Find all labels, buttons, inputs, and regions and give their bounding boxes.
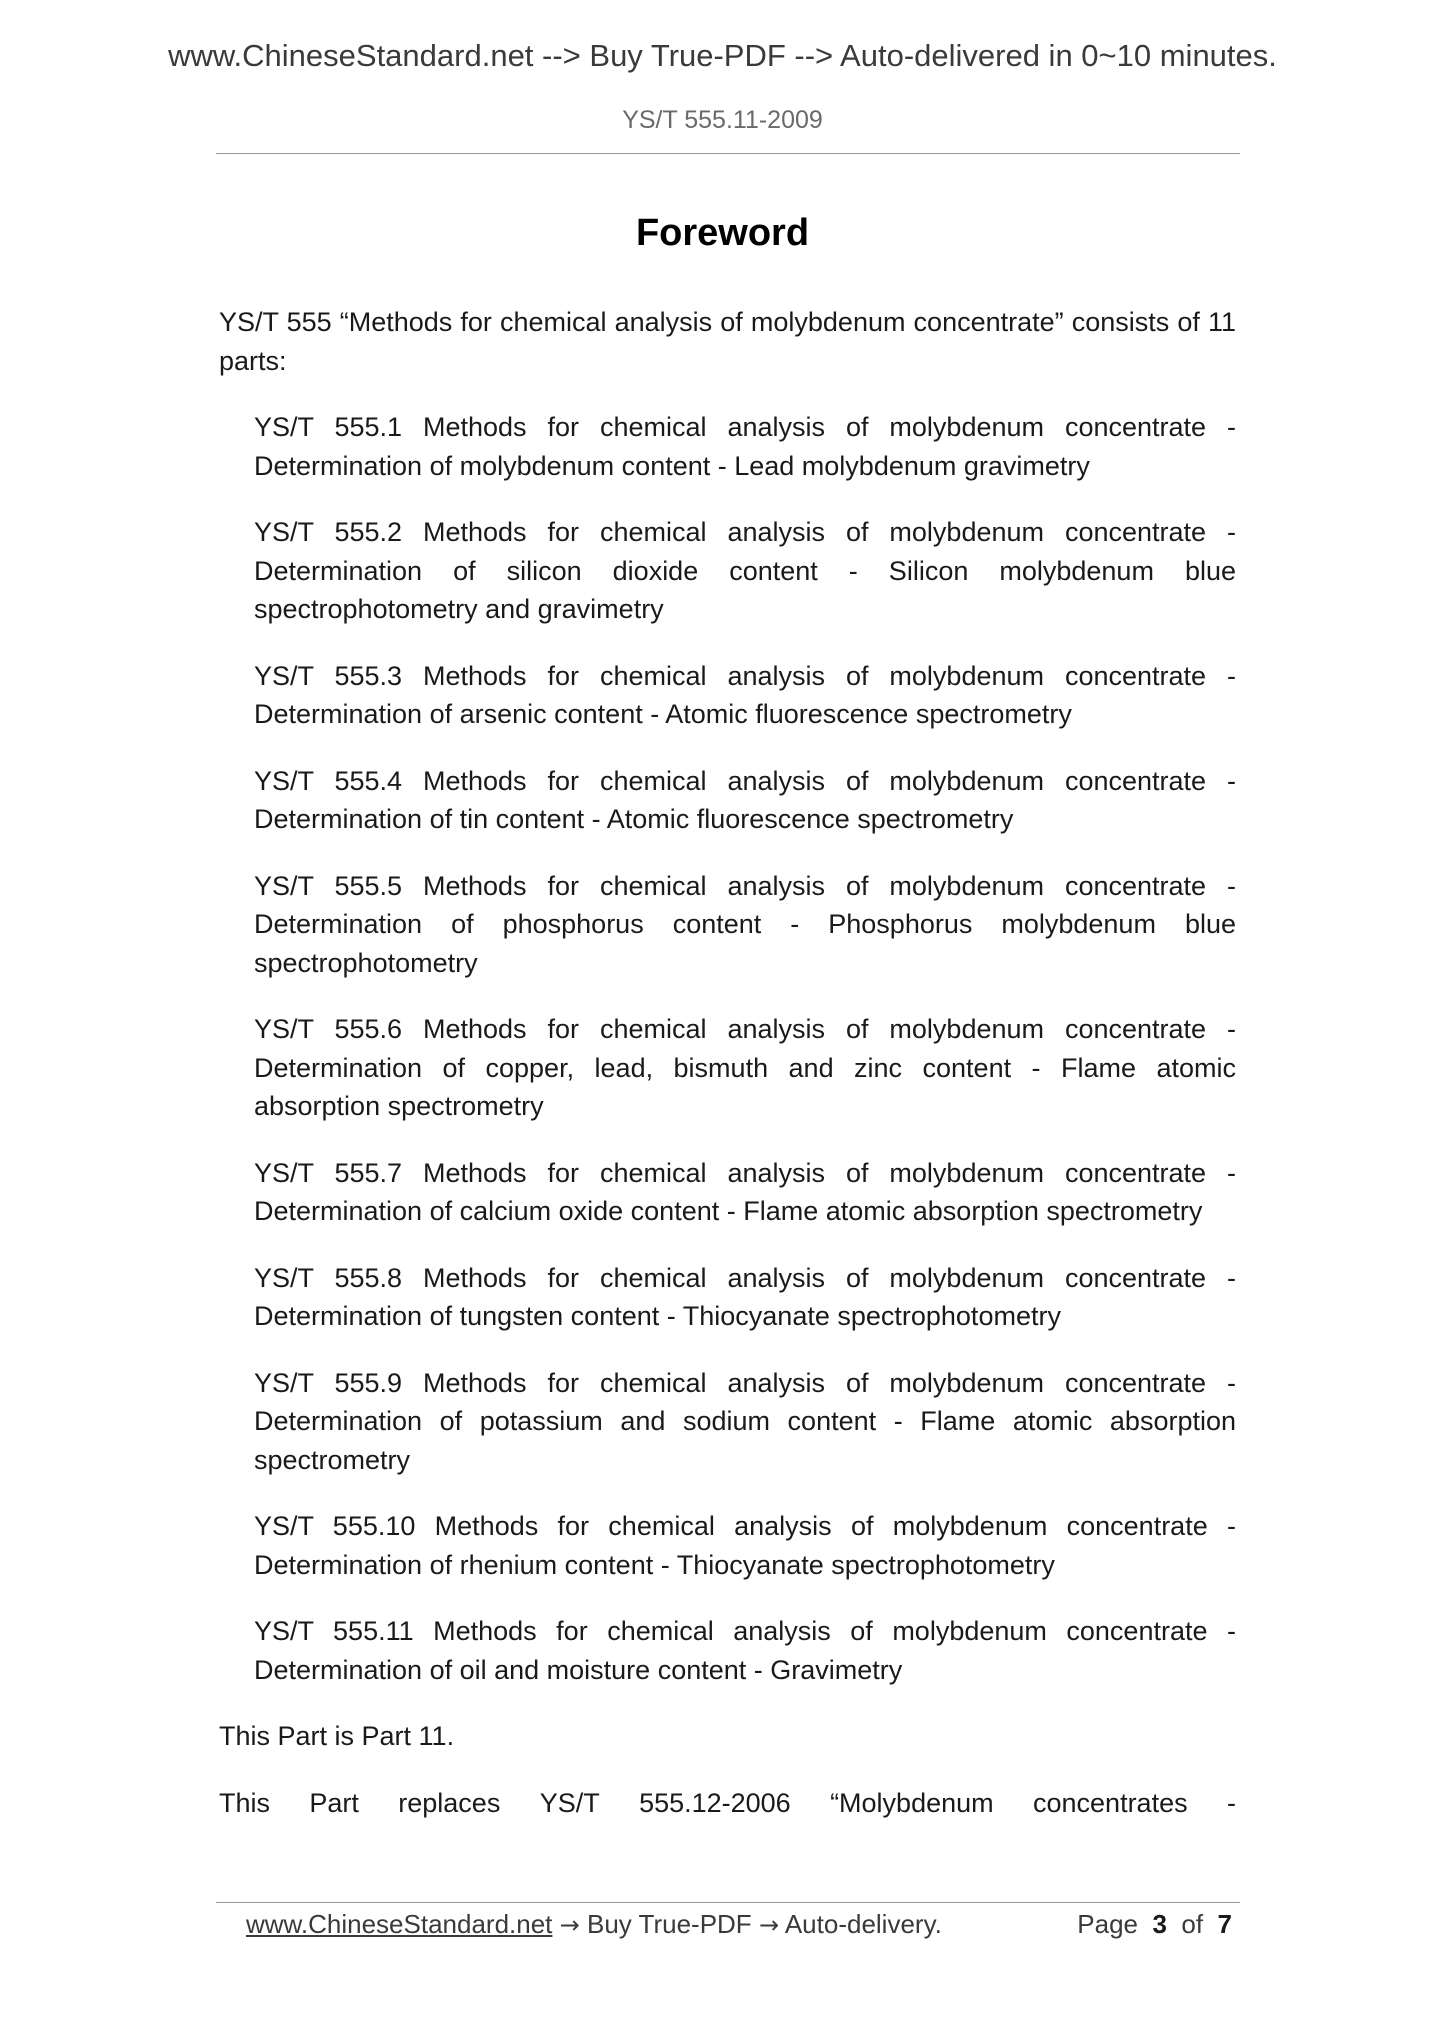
header-divider: [216, 153, 1240, 154]
replaces-word: replaces: [398, 1787, 501, 1818]
page-total: 7: [1217, 1909, 1232, 1939]
replaces-word: “Molybdenum: [830, 1787, 994, 1818]
replaces-word: -: [1226, 1787, 1236, 1818]
list-item: YS/T 555.3 Methods for chemical analysis of molybdenum concentrate - Determination of arsenic content - Atomic fluorescence spectrometry: [254, 660, 1236, 729]
page-label: Page: [1077, 1909, 1139, 1939]
arrow-right-icon: →: [559, 1911, 580, 1939]
list-item: YS/T 555.6 Methods for chemical analysis of molybdenum concentrate - Determination of copper, lead, bismuth and zinc content - Flame atomic absorption spectrometry: [254, 1014, 1236, 1121]
site-banner: www.ChineseStandard.net --> Buy True-PDF --> Auto-delivered in 0~10 minutes.: [168, 38, 1277, 73]
list-item: YS/T 555.10 Methods for chemical analysis of molybdenum concentrate - Determination of rhenium content - Thiocyanate spectrophotometry: [254, 1511, 1236, 1580]
of-label: of: [1181, 1909, 1204, 1939]
footer-left: [246, 1904, 942, 1945]
replaces-word: This: [219, 1787, 271, 1818]
page-indicator: [1077, 1904, 1232, 1944]
list-item: YS/T 555.9 Methods for chemical analysis of molybdenum concentrate - Determination of potassium and sodium content - Flame atomic absorption spectrometry: [254, 1367, 1236, 1475]
page-current: 3: [1152, 1909, 1167, 1939]
list-item: YS/T 555.1 Methods for chemical analysis of molybdenum concentrate - Determination of molybdenum content - Lead molybdenum gravimetry: [254, 412, 1236, 481]
part-statement: This Part is Part 11.: [219, 1721, 455, 1751]
page-title: Foreword: [635, 212, 810, 254]
list-item: YS/T 555.5 Methods for chemical analysis of molybdenum concentrate - Determination of phosphorus content - Phosphorus molybdenum blue spectrophotometry: [254, 870, 1236, 978]
buy-pdf-text: Buy True-PDF: [586, 1909, 752, 1939]
replaces-word: YS/T: [539, 1787, 600, 1818]
site-link[interactable]: www.ChineseStandard.net: [246, 1909, 553, 1939]
footer-divider: [216, 1902, 1240, 1903]
replaces-word: 555.12-2006: [639, 1787, 791, 1818]
intro-paragraph: YS/T 555 “Methods for chemical analysis of molybdenum concentrate” consists of 11 parts:: [219, 307, 1236, 376]
document-body: [219, 303, 1236, 1822]
auto-delivery-text: Auto-delivery.: [784, 1909, 942, 1939]
arrow-right-icon: →: [758, 1911, 780, 1939]
list-item: YS/T 555.2 Methods for chemical analysis of molybdenum concentrate - Determination of silicon dioxide content - Silicon molybdenum blue spectrophotometry and gravimetry: [254, 517, 1236, 624]
list-item: YS/T 555.4 Methods for chemical analysis of molybdenum concentrate - Determination of tin content - Atomic fluorescence spectrometry: [254, 765, 1236, 834]
replaces-word: Part: [309, 1787, 359, 1818]
list-item: YS/T 555.8 Methods for chemical analysis of molybdenum concentrate - Determination of tungsten content - Thiocyanate spectrophotometry: [254, 1262, 1236, 1331]
page-footer: [246, 1904, 1232, 1944]
parts-list: [219, 408, 1236, 1689]
list-item: YS/T 555.11 Methods for chemical analysis of molybdenum concentrate - Determination of oil and moisture content - Gravimetry: [254, 1616, 1236, 1685]
replaces-word: concentrates: [1033, 1787, 1188, 1818]
replaces-paragraph: [219, 1784, 1236, 1823]
document-code: YS/T 555.11-2009: [622, 106, 823, 134]
list-item: YS/T 555.7 Methods for chemical analysis of molybdenum concentrate - Determination of calcium oxide content - Flame atomic absorption spectrometry: [254, 1157, 1236, 1226]
